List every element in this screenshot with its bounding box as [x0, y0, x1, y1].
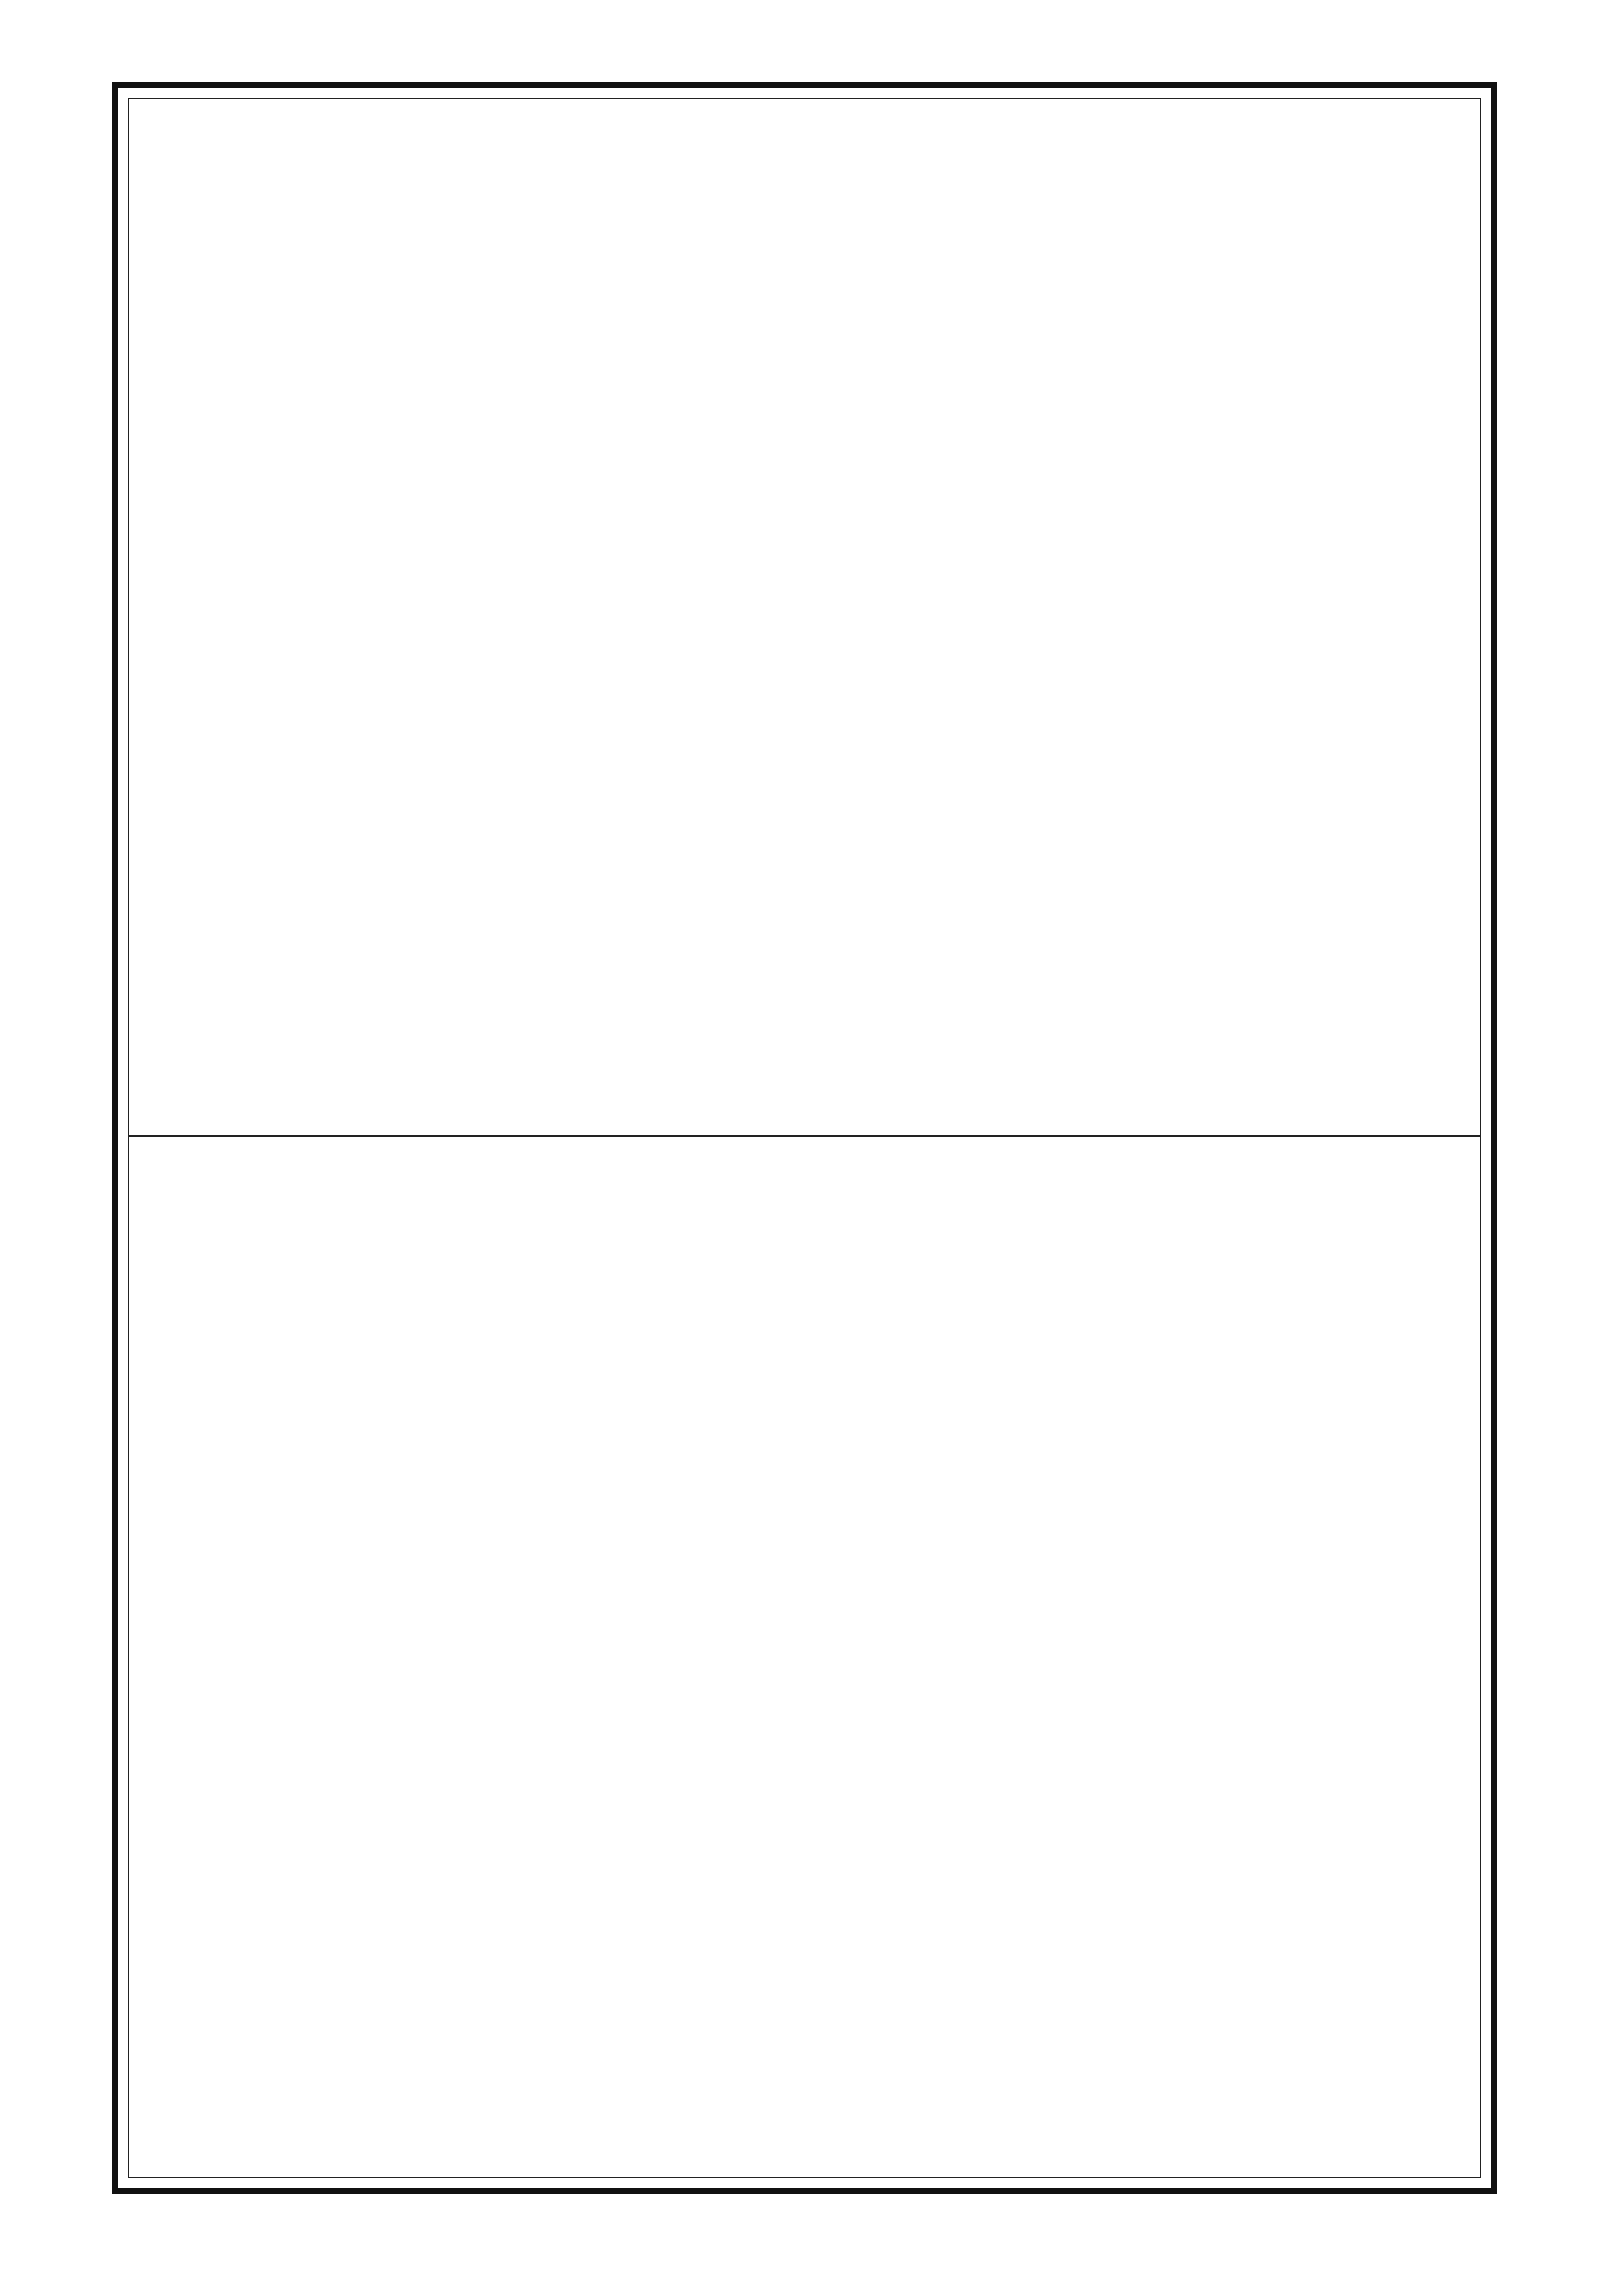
text-frame-inner: [128, 98, 1481, 2178]
horizontal-divider: [129, 1135, 1480, 1137]
upper-text-block: [157, 117, 1452, 1122]
lower-text-block: [157, 1149, 1452, 2174]
text-frame: [112, 82, 1497, 2194]
